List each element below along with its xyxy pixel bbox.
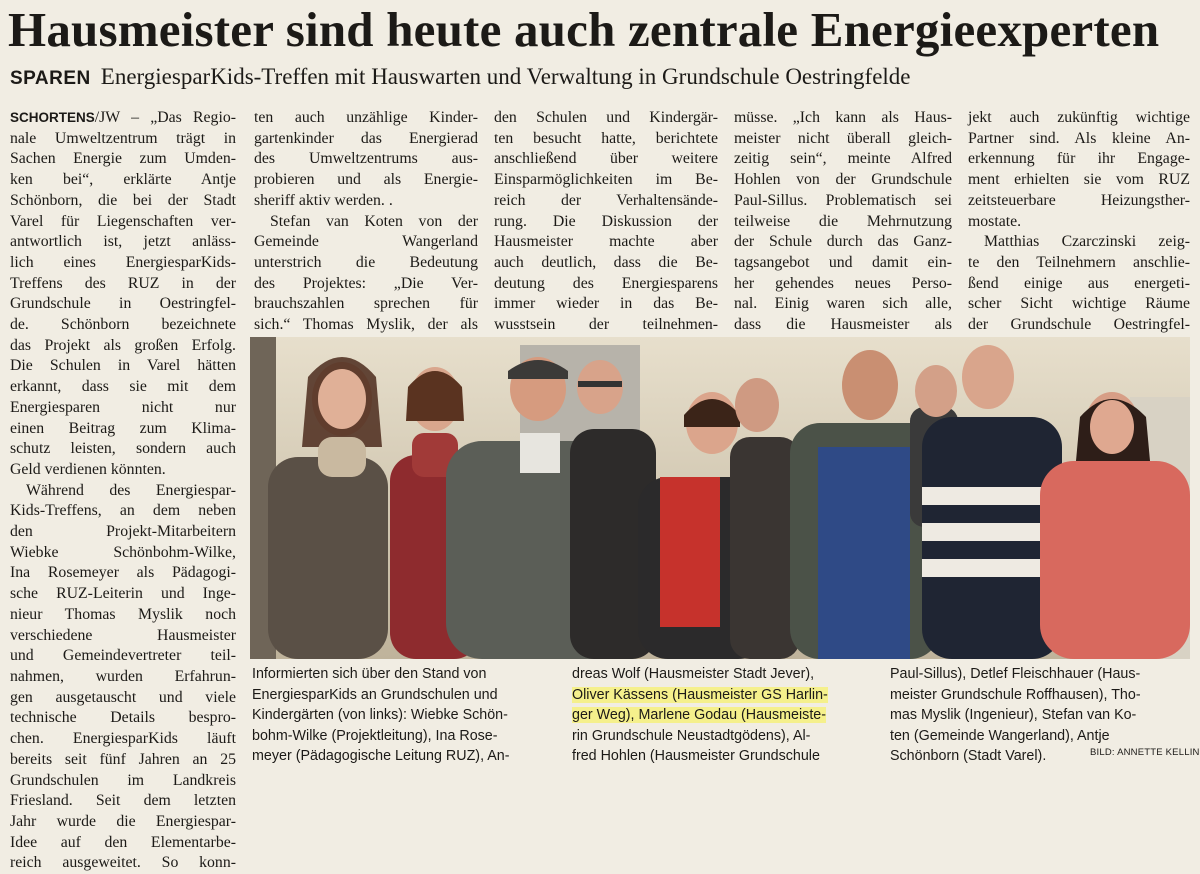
article-column-3 [494,108,718,356]
caption-line: ger Weg), Marlene Godau (Hausmeiste- [572,707,827,724]
caption-line: bohm-Wilke (Projektleitung), Ina Rose- [252,727,498,744]
article-line: jekt auch zukünftig wichtige [968,109,1190,126]
article-line: auch deutlich, dass die Be- [494,253,718,271]
caption-line: rin Grundschule Neustadtgödens), Al- [572,727,811,744]
article-line: Stefan van Koten von der [270,212,478,230]
article-line: Sachen Energie zum Umden- [10,150,236,168]
article-line: te den Teilnehmern anschlie- [968,253,1190,271]
article-column-4 [734,108,952,356]
article-line: Während des Energiespar- [26,481,236,499]
group-photo [250,337,1190,659]
article-line: Hausmeister machte aber [494,233,718,251]
article-line: Schönborn, die bei der Stadt [10,191,236,209]
article-line: Idee auf den Elementarbe- [10,833,236,851]
article-line: deutung des Energiesparens [494,274,718,292]
article-line: nal. Einig waren sich alle, [734,295,952,313]
article-line: Gemeinde Wangerland [254,233,478,251]
article-line: nahmen, wurden Erfahrun- [10,667,236,685]
article-line: sheriff aktiv werden. . [254,191,393,209]
article-line: einen Beitrag zum Klima- [10,419,236,437]
article-line: tagsangebot und damit ein- [734,253,952,271]
article-line: der Grundschule Oestringfel- [968,316,1190,334]
article-line: scher Sicht wichtige Räume [968,295,1190,313]
subheadline-text: EnergiesparKids-Treffen mit Hauswarten und Verwaltung in Grundschule Oestringfelde [100,64,911,89]
article-line: Grundschulen im Landkreis [10,771,236,789]
article-line: brauchszahlen sprechen für [254,295,478,313]
article-line: erkannt, dass sie mit dem [10,378,236,396]
article-line: probieren und als Energie- [254,171,478,189]
article-line: reich der Verhaltensände- [494,191,718,209]
photo-caption-1 [252,664,552,767]
article-line: Kids-Treffens, an dem neben [10,502,236,520]
article-line: Varel für Liegenschaften ver- [10,212,236,230]
article-line: chen. EnergiesparKids läuft [10,730,236,748]
article-line: ßend einige aus energeti- [968,274,1190,292]
caption-line: Oliver Kässens (Hausmeister GS Harlin- [572,686,828,703]
article-line: erkennung für ihr Engage- [968,150,1190,168]
article-line: mostate. [968,212,1022,230]
subheadline [10,62,1190,94]
article-line: des Umweltzentrums aus- [254,150,478,168]
article-line: immer wieder in das Be- [494,295,718,313]
article-line: Energiesparen nicht nur [10,398,236,416]
article-line: dass die Hausmeister als [734,316,952,334]
article-line: ment erhielten sie vom RUZ [968,171,1190,189]
article-line: nale Umweltzentrum trägt in [10,129,236,147]
article-line: Paul-Sillus. Problematisch sei [734,191,952,209]
article-line: gen ausgetauscht und viele [10,688,236,706]
article-line: zeitsteuerbare Heizungsther- [968,191,1190,209]
group-photo-illustration [250,337,1190,659]
photo-credit: BILD: ANNETTE KELLIN [1090,747,1200,758]
article-line: das Projekt als großen Erfolg. [10,336,236,354]
article-line: reich ausgeweitet. So konn- [10,854,236,872]
headline: Hausmeister sind heute auch zentrale Energieexperten [8,2,1160,57]
article-line: den Schulen und Kindergär- [494,109,718,126]
article-line: her gehendes neues Perso- [734,274,952,292]
article-line: technische Details bespro- [10,709,236,727]
article-line: ten besucht hatte, berichtete [494,129,718,147]
article-line: Einsparmöglichkeiten im Be- [494,171,718,189]
article-column-2 [254,108,478,356]
caption-line: ten (Gemeinde Wangerland), Antje [890,727,1110,744]
article-line: Partner sind. Als kleine An- [968,129,1190,147]
article-line: anschließend über weitere [494,150,718,168]
article-line: Jahr wurde die Energiespar- [10,812,236,830]
article-line: ken bei“, erklärte Antje [10,171,236,189]
article-line: meister nicht überall gleich- [734,129,952,147]
photo-caption-2 [572,664,872,767]
article-line: Grundschule in Oestringfel- [10,295,236,313]
caption-line: Kindergärten (von links): Wiebke Schön- [252,707,508,724]
article-line: Matthias Czarczinski zeig- [984,233,1190,251]
caption-line: Informierten sich über den Stand von [252,666,487,682]
dateline: SCHORTENS [10,110,95,125]
article-line: ten auch unzählige Kinder- [254,109,478,126]
article-line: bereits seit fünf Jahren an 25 [10,750,236,768]
article-column-5 [968,108,1190,356]
caption-line: mas Myslik (Ingenieur), Stefan van Ko- [890,707,1137,724]
article-line: Friesland. Seit dem letzten [10,792,236,810]
article-line: Wiebke Schönbohm-Wilke, [10,543,236,561]
article-line: wusstsein der teilnehmen- [494,316,718,334]
article-line: Treffens des RUZ in der [10,274,236,292]
caption-line: meister Grundschule Roffhausen), Tho- [890,686,1141,703]
article-line: verschiedene Hausmeister [10,626,236,644]
caption-line: fred Hohlen (Hausmeister Grundschule [572,748,820,765]
kicker: SPAREN [10,68,91,89]
article-line: Ina Rosemeyer als Pädagogi- [10,564,236,582]
caption-line: dreas Wolf (Hausmeister Stadt Jever), [572,666,815,682]
article-line: müsse. „Ich kann als Haus- [734,109,952,126]
caption-line: Paul-Sillus), Detlef Fleischhauer (Haus- [890,666,1141,682]
article-line: lich eines EnergiesparKids- [10,253,236,271]
article-line: sich.“ Thomas Myslik, der als [254,316,478,334]
article-line: Hohlen von der Grundschule [734,171,952,189]
article-line: Geld verdienen könnten. [10,460,166,478]
article-line: und Gemeindevertreter teil- [10,647,236,665]
article-line: antwortlich ist, jetzt anläss- [10,233,236,251]
caption-line: EnergiesparKids an Grundschulen und [252,686,498,703]
article-line: des Projektes: „Die Ver- [254,274,478,292]
article-line: sche RUZ-Leiterin und Inge- [10,585,236,603]
article-line: gartenkinder das Energierad [254,129,478,147]
caption-line: Schönborn (Stadt Varel). [890,748,1047,765]
article-line: schutz leisten, sondern auch [10,440,236,458]
article-column-1 [10,108,236,874]
article-line: nieur Thomas Myslik noch [10,605,236,623]
article-line: rung. Die Diskussion der [494,212,718,230]
article-line: de. Schönborn bezeichnete [10,316,236,334]
article-line: den Projekt-Mitarbeitern [10,523,236,541]
article-line: Die Schulen in Varel hätten [10,357,236,375]
article-line: unterstrich die Bedeutung [254,253,478,271]
article-line: teilweise die Mehrnutzung [734,212,952,230]
article-line: SCHORTENS/JW – „Das Regio- [10,109,236,126]
article-line: zeitig sein“, meinte Alfred [734,150,952,168]
caption-line: meyer (Pädagogische Leitung RUZ), An- [252,748,510,765]
article-line: der Schule durch das Ganz- [734,233,952,251]
